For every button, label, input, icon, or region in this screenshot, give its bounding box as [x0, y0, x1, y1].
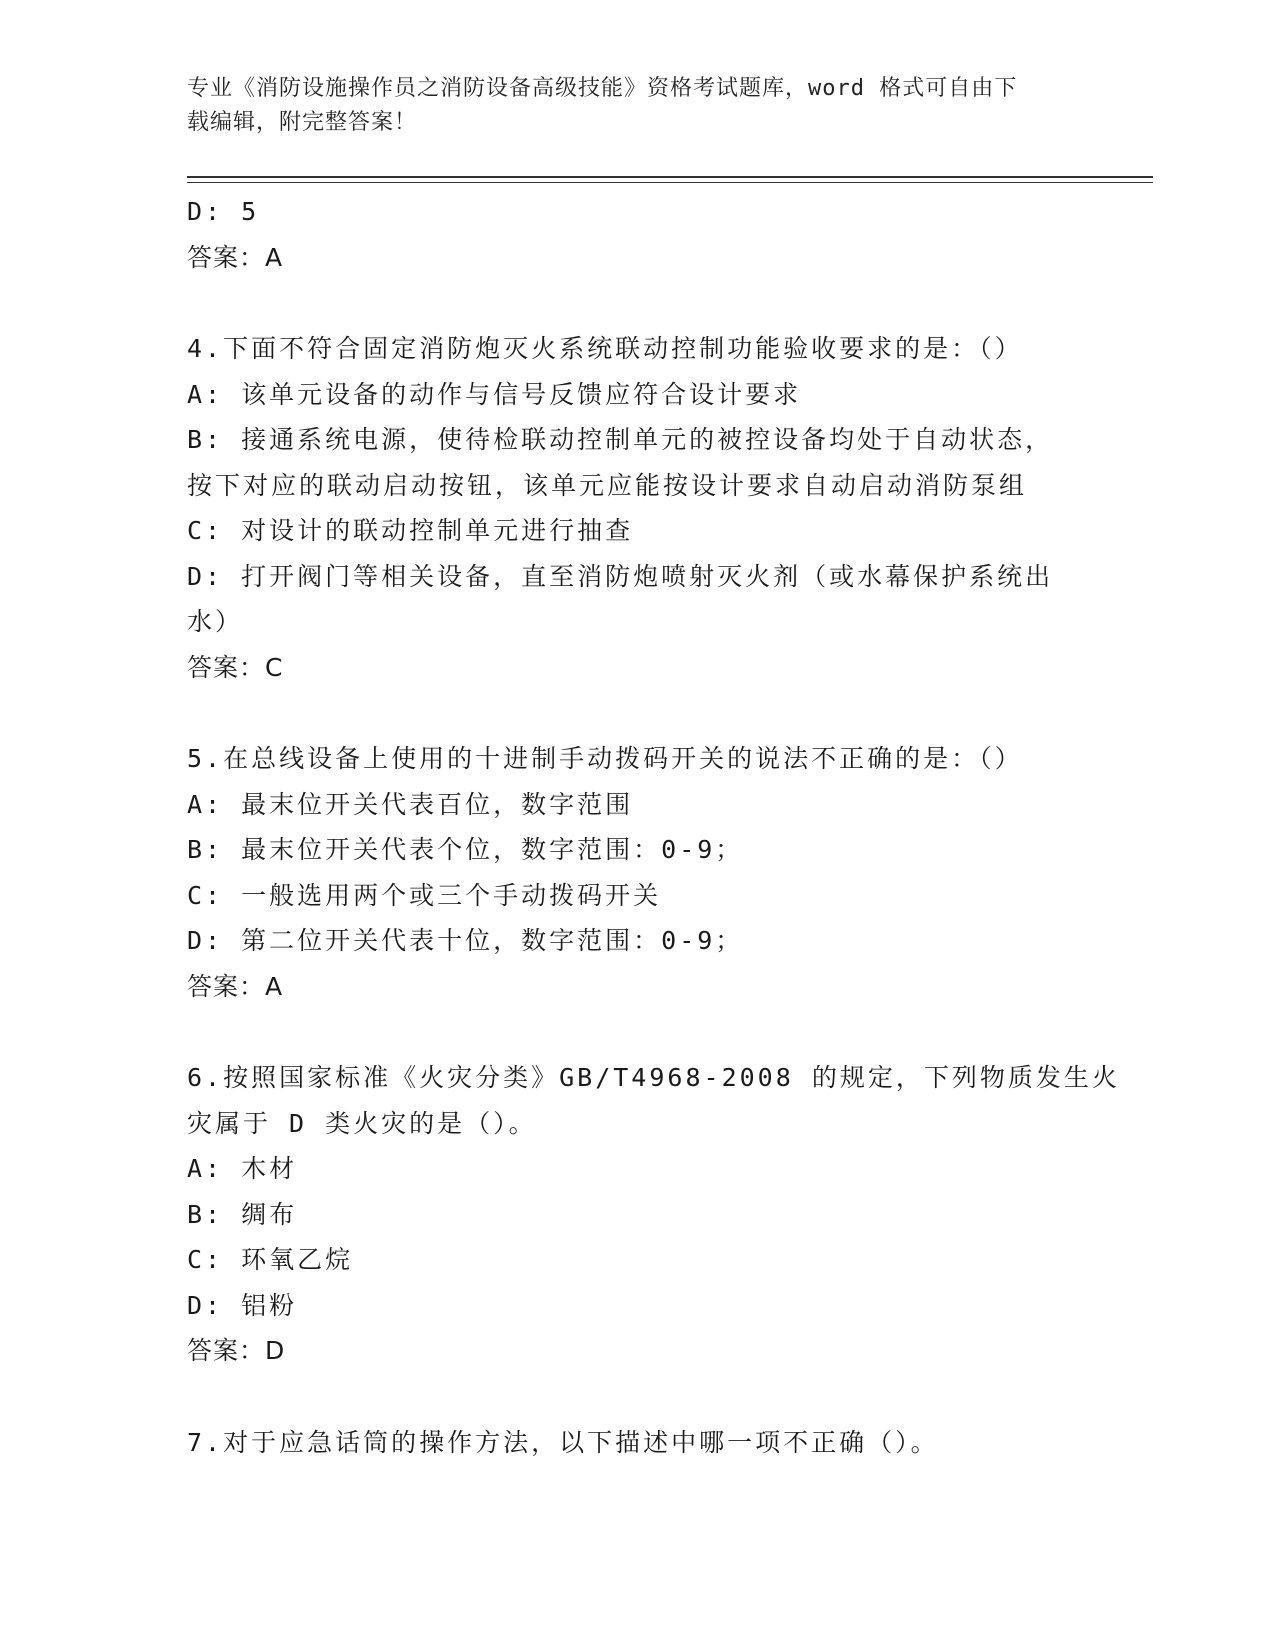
option-a: A: 最末位开关代表百位，数字范围 — [187, 789, 634, 819]
option-d: D: 第二位开关代表十位，数字范围：0-9； — [187, 926, 744, 955]
option-d: D: 5 — [187, 197, 260, 226]
option-a: A: 木材 — [187, 1154, 298, 1183]
question-7 — [187, 1420, 1087, 1466]
question-stem: 4.下面不符合固定消防炮灭火系统联动控制功能验收要求的是：（） — [187, 334, 1023, 363]
spacer — [187, 1374, 1087, 1420]
option-b: B: 最末位开关代表个位，数字范围：0-9； — [187, 835, 744, 864]
spacer — [187, 690, 1087, 736]
option-a: A: 该单元设备的动作与信号反馈应符合设计要求 — [187, 379, 802, 409]
question-stem: 7.对于应急话筒的操作方法，以下描述中哪一项不正确（）。 — [187, 1427, 939, 1457]
question-stem: 5.在总线设备上使用的十进制手动拨码开关的说法不正确的是：（） — [187, 744, 1023, 773]
option-d: D: 铝粉 — [187, 1290, 298, 1320]
spacer — [187, 1009, 1087, 1055]
question-5 — [187, 736, 1087, 1009]
answer: 答案：C — [187, 652, 284, 682]
option-c: C: 一般选用两个或三个手动拨码开关 — [187, 880, 662, 910]
answer: 答案：A — [187, 242, 284, 272]
question-list — [187, 189, 1120, 1465]
option-b-line-2: 按下对应的联动启动按钮，该单元应能按设计要求自动启动消防泵组 — [187, 470, 1028, 500]
header-line-2: 载编辑，附完整答案！ — [187, 110, 418, 135]
answer: 答案：A — [187, 971, 284, 1001]
option-b-line-1: B: 接通系统电源，使待检联动控制单元的被控设备均处于自动状态， — [187, 425, 1054, 454]
option-c: C: 对设计的联动控制单元进行抽查 — [187, 516, 634, 545]
header-line-1: 专业《消防设施操作员之消防设备高级技能》资格考试题库，word 格式可自由下 — [187, 76, 1018, 101]
option-d-line-1: D: 打开阀门等相关设备，直至消防炮喷射灭火剂（或水幕保护系统出 — [187, 561, 1054, 591]
document-header — [187, 72, 1087, 140]
question-4 — [187, 326, 1087, 690]
question-stem-line-1: 6.按照国家标准《火灾分类》GB/T4968-2008 的规定，下列物质发生火 — [187, 1063, 1120, 1092]
option-b: B: 绸布 — [187, 1199, 298, 1229]
answer: 答案：D — [187, 1336, 286, 1365]
question-stem-line-2: 灾属于 D 类火灾的是（）。 — [187, 1108, 537, 1138]
header-divider-thick — [187, 176, 1153, 178]
option-c: C: 环氧乙烷 — [187, 1245, 354, 1274]
question-6 — [187, 1055, 1120, 1374]
option-d-line-2: 水） — [187, 607, 244, 636]
spacer — [187, 280, 1087, 326]
header-divider-thin — [187, 182, 1153, 183]
question-3 — [187, 189, 1087, 280]
